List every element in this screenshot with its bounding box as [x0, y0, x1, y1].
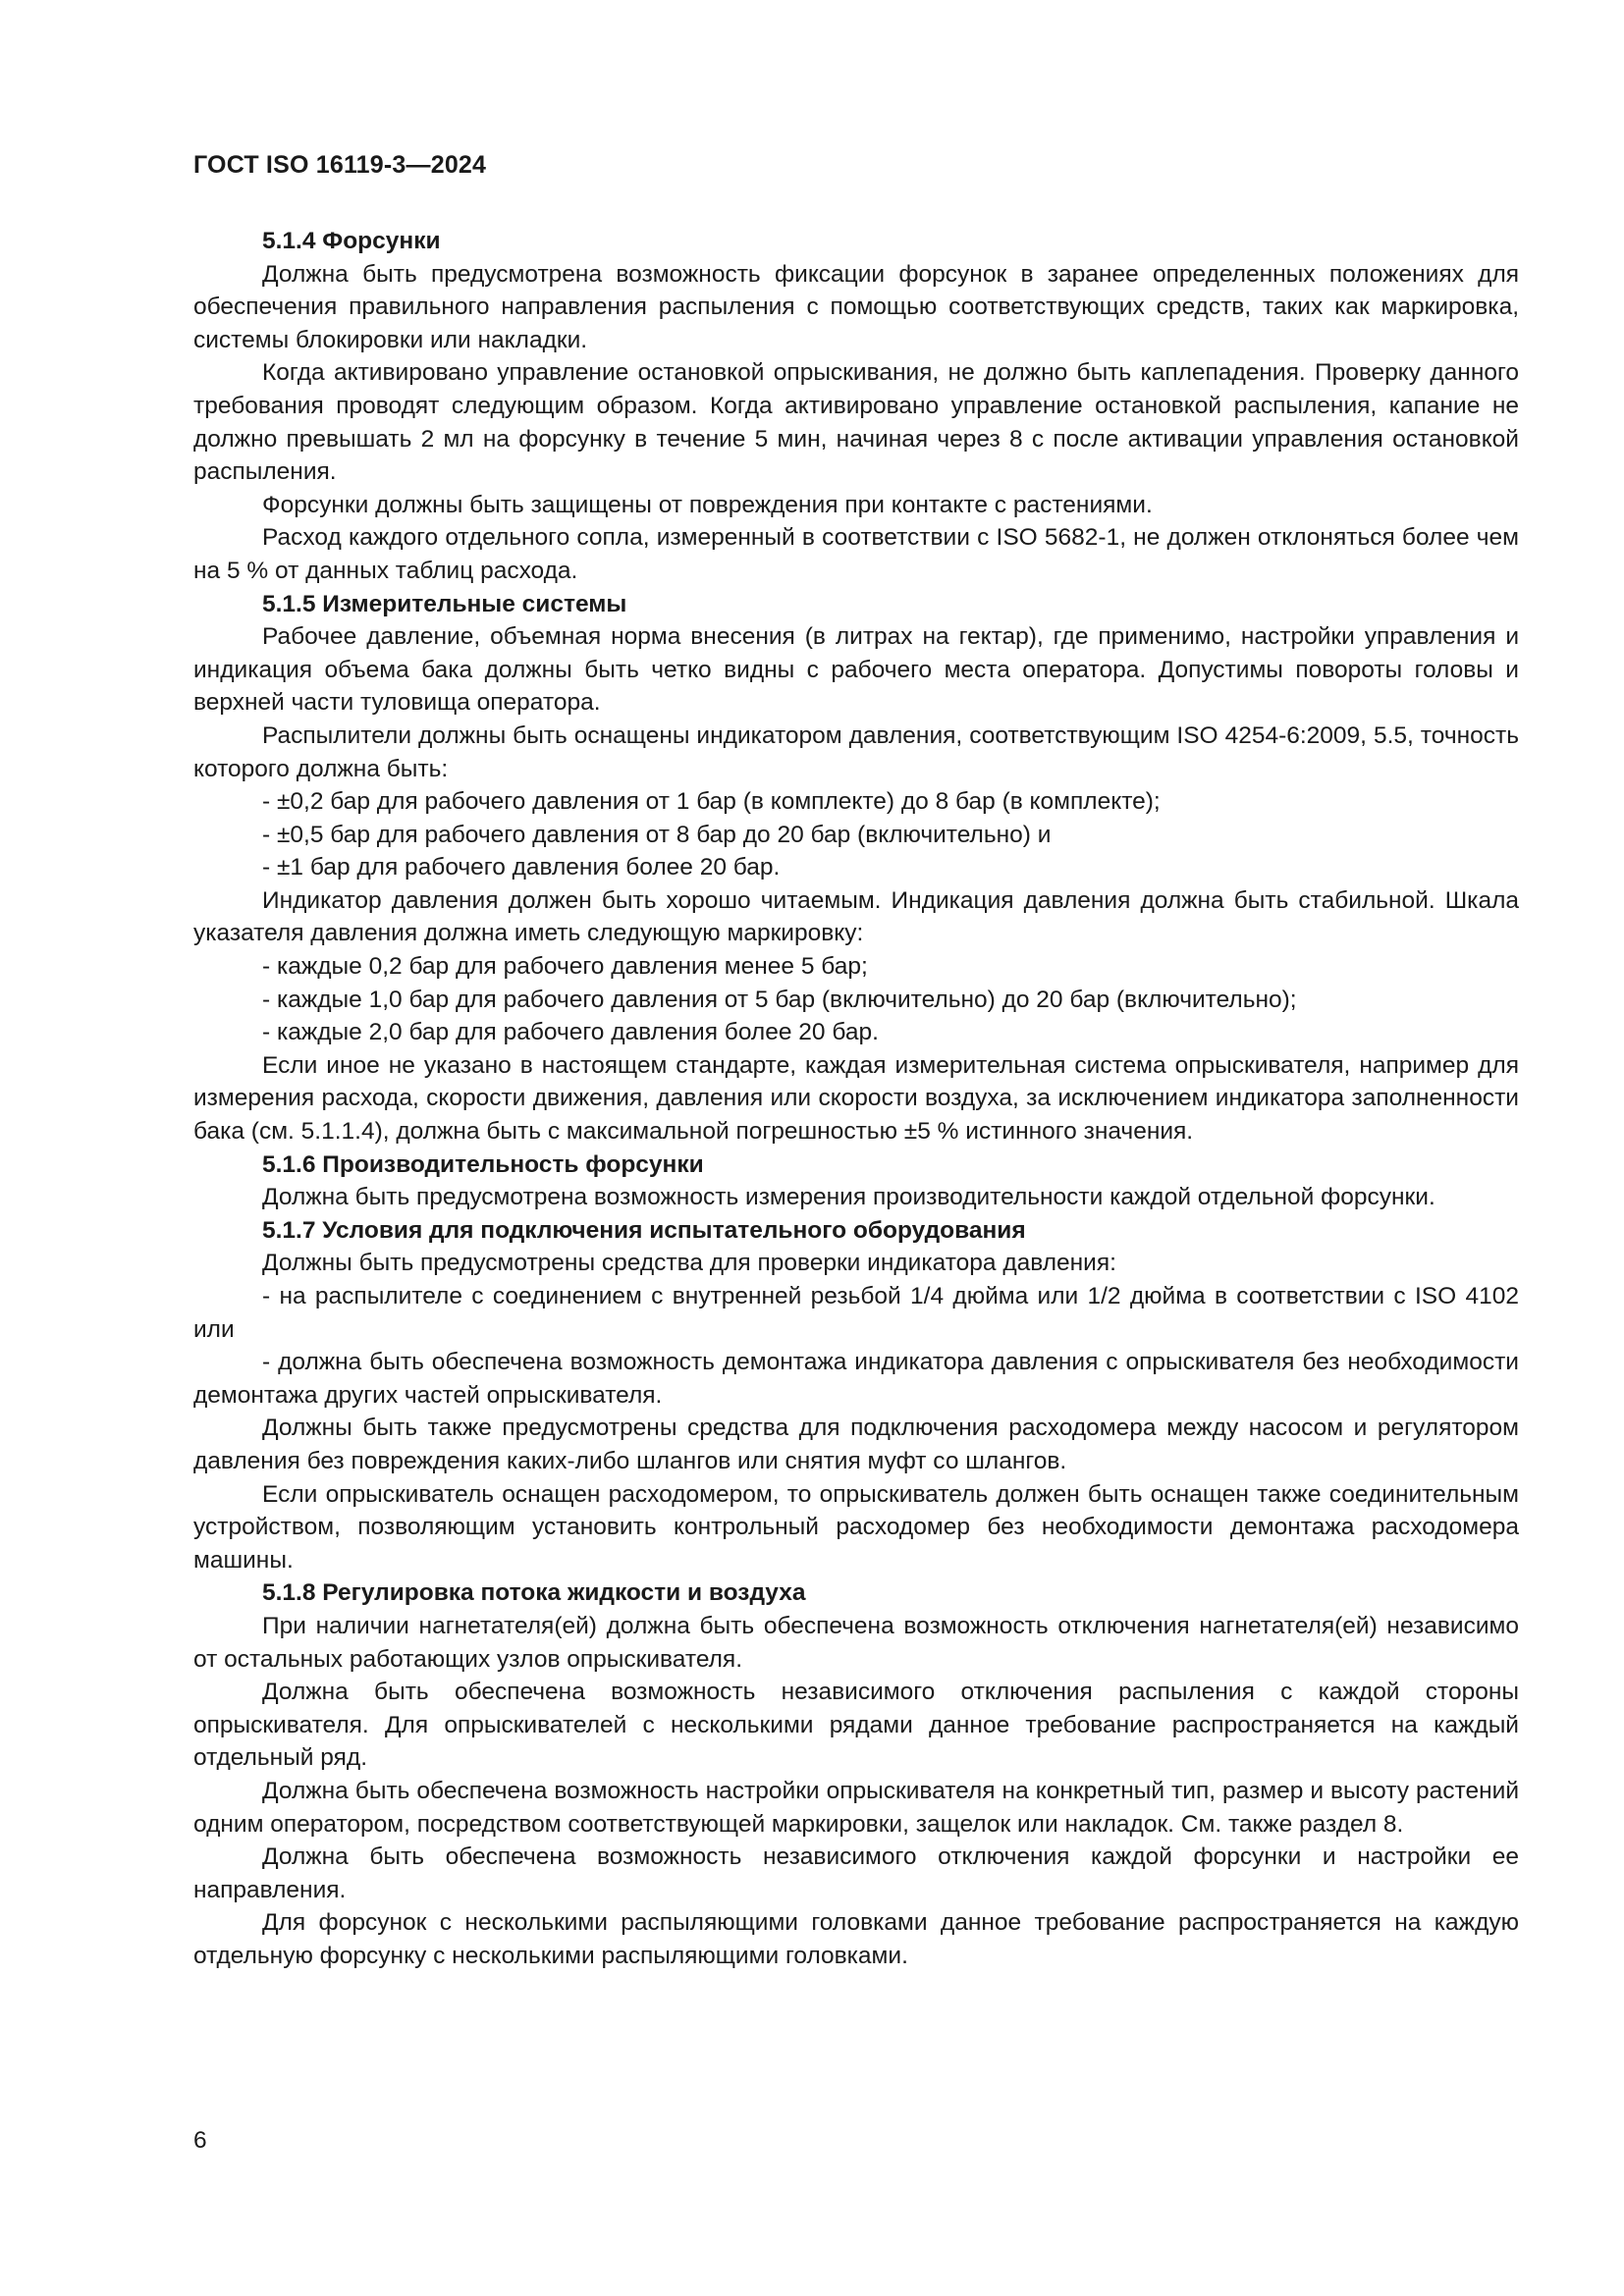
- page-number: 6: [193, 2127, 207, 2154]
- paragraph: - на распылителе с соединением с внутренней резьбой 1/4 дюйма или 1/2 дюйма в соответствии с ISO 4102 или: [193, 1283, 1519, 1343]
- section-heading: 5.1.7 Условия для подключения испытательного оборудования: [262, 1216, 1026, 1244]
- paragraph: Должна быть обеспечена возможность настройки опрыскивателя на конкретный тип, размер и высоту растений одним оператором, посредством соответствующей маркировки, защелок или накладок. См. также раздел 8.: [193, 1777, 1519, 1838]
- paragraph: Должна быть обеспечена возможность независимого отключения распыления с каждой стороны опрыскивателя. Для опрыскивателей с несколькими рядами данное требование распространяется на каждый отдельный ряд.: [193, 1679, 1519, 1772]
- paragraph: При наличии нагнетателя(ей) должна быть обеспечена возможность отключения нагнетателя(ей) независимо от остальных работающих узлов опрыскивателя.: [193, 1612, 1519, 1673]
- list-item: - каждые 2,0 бар для рабочего давления более 20 бар.: [262, 1019, 879, 1046]
- list-item: - каждые 0,2 бар для рабочего давления менее 5 бар;: [262, 953, 868, 981]
- paragraph: Индикатор давления должен быть хорошо читаемым. Индикация давления должна быть стабильной. Шкала указателя давления должна иметь следующую маркировку:: [193, 886, 1519, 947]
- section-heading: 5.1.6 Производительность форсунки: [262, 1150, 704, 1178]
- list-item: - ±1 бар для рабочего давления более 20 бар.: [262, 854, 781, 881]
- paragraph: Распылители должны быть оснащены индикатором давления, соответствующим ISO 4254-6:2009, 5.5, точность которого должна быть:: [193, 721, 1519, 782]
- paragraph: Если иное не указано в настоящем стандарте, каждая измерительная система опрыскивателя, например для измерения расхода, скорости движения, давления или скорости воздуха, за исключением индикатора заполненности бака (см. 5.1.1.4), должна быть с максимальной погрешностью ±5 % истинного значения.: [193, 1051, 1519, 1146]
- section-heading: 5.1.4 Форсунки: [262, 228, 441, 254]
- paragraph: Форсунки должны быть защищены от повреждения при контакте с растениями.: [262, 491, 1153, 518]
- paragraph: Расход каждого отдельного сопла, измеренный в соответствии с ISO 5682-1, не должен отклоняться более чем на 5 % от данных таблиц расхода.: [193, 524, 1519, 584]
- paragraph: Должны быть также предусмотрены средства для подключения расходомера между насосом и регулятором давления без повреждения каких-либо шлангов или снятия муфт со шлангов.: [193, 1415, 1519, 1474]
- list-item: - каждые 1,0 бар для рабочего давления от 5 бар (включительно) до 20 бар (включительно);: [262, 986, 1297, 1013]
- document-body: [193, 225, 1519, 1972]
- section-heading: 5.1.8 Регулировка потока жидкости и воздуха: [262, 1579, 806, 1607]
- list-item: - ±0,2 бар для рабочего давления от 1 бар (в комплекте) до 8 бар (в комплекте);: [262, 788, 1161, 816]
- paragraph: - должна быть обеспечена возможность демонтажа индикатора давления с опрыскивателя без необходимости демонтажа других частей опрыскивателя.: [193, 1349, 1519, 1409]
- paragraph: Должна быть обеспечена возможность независимого отключения каждой форсунки и настройки ее направления.: [193, 1843, 1519, 1903]
- paragraph: Должна быть предусмотрена возможность измерения производительности каждой отдельной форсунки.: [262, 1184, 1435, 1211]
- paragraph: Должна быть предусмотрена возможность фиксации форсунок в заранее определенных положениях для обеспечения правильного направления распыления с помощью соответствующих средств, таких как маркировка, системы блокировки или накладки.: [193, 260, 1519, 353]
- paragraph: Рабочее давление, объемная норма внесения (в литрах на гектар), где применимо, настройки управления и индикация объема бака должны быть четко видны с рабочего места оператора. Допустимы повороты головы и верхней части туловища оператора.: [193, 623, 1519, 717]
- paragraph: Должны быть предусмотрены средства для проверки индикатора давления:: [262, 1250, 1116, 1277]
- paragraph: Когда активировано управление остановкой опрыскивания, не должно быть каплепадения. Проверку данного требования проводят следующим образом. Когда активировано управление остановкой распыления, капание не должно превышать 2 мл на форсунку в течение 5 мин, начиная через 8 с после активации управления остановкой распыления.: [193, 359, 1519, 486]
- paragraph: Если опрыскиватель оснащен расходомером, то опрыскиватель должен быть оснащен также соединительным устройством, позволяющим установить контрольный расходомер без необходимости демонтажа расходомера машины.: [193, 1480, 1519, 1574]
- document-header-code: ГОСТ ISO 16119-3—2024: [193, 151, 487, 179]
- paragraph: Для форсунок с несколькими распыляющими головками данное требование распространяется на каждую отдельную форсунку с несколькими распыляющими головками.: [193, 1909, 1519, 1969]
- section-heading: 5.1.5 Измерительные системы: [262, 590, 627, 617]
- list-item: - ±0,5 бар для рабочего давления от 8 бар до 20 бар (включительно) и: [262, 821, 1052, 848]
